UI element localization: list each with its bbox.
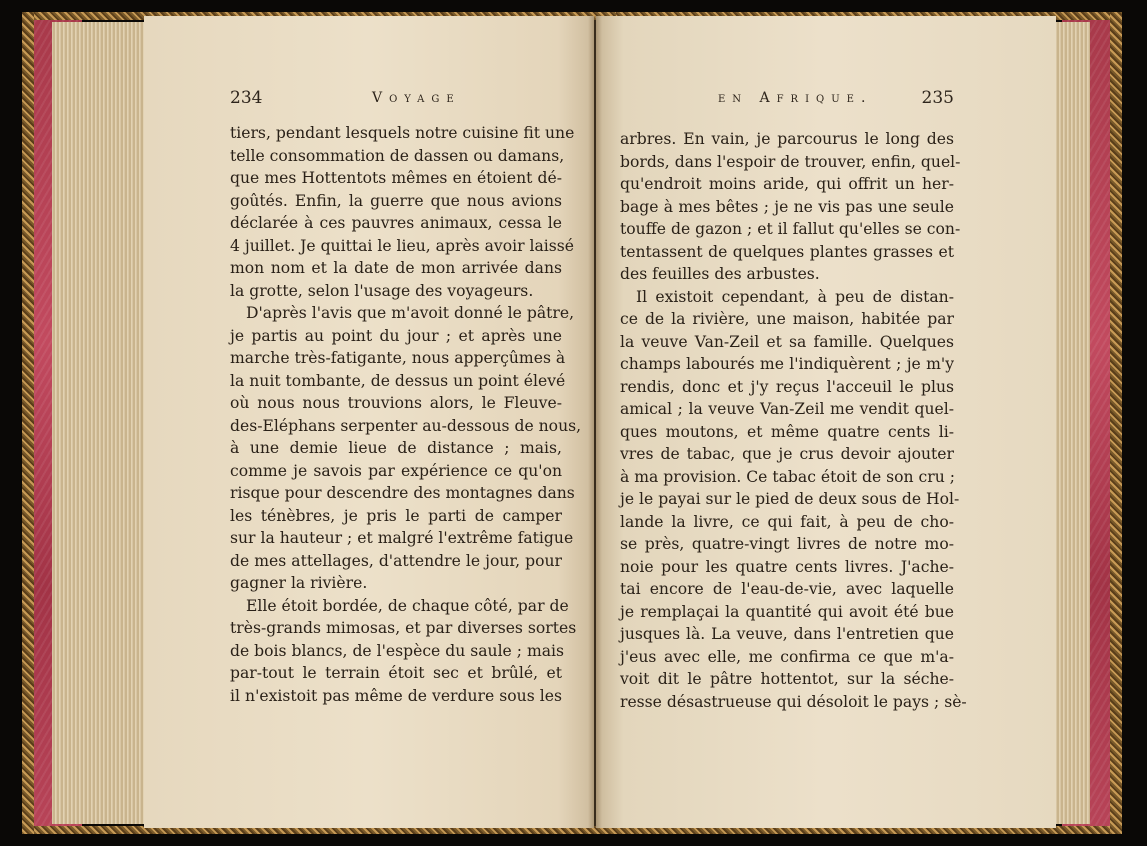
text-line: des-Eléphans serpenter au-dessous de nous, xyxy=(230,416,582,435)
text-line: D'après l'avis que m'avoit donné le pâtre, xyxy=(246,304,575,322)
text-line: à ma provision. Ce tabac étoit de son cru ; xyxy=(620,467,955,486)
text-line: bords, dans l'espoir de trouver, enfin, quel- xyxy=(620,152,961,171)
text-line: vres de tabac, que je crus devoir ajouter xyxy=(620,445,954,463)
right-page-number: 235 xyxy=(921,88,954,108)
text-line: tentassent de quelques plantes grasses et xyxy=(620,242,954,261)
text-line: où nous nous trouvions alors, le Fleuve- xyxy=(230,394,562,412)
text-line: je le payai sur le pied de deux sous de Hol- xyxy=(620,490,960,508)
text-line: jusques là. La veuve, dans l'entretien que xyxy=(620,625,954,643)
left-page-header xyxy=(230,88,562,116)
gilt-edge-left xyxy=(22,12,34,834)
text-line: la nuit tombante, de dessus un point élevé xyxy=(230,371,566,390)
text-line: la veuve Van-Zeil et sa famille. Quelques xyxy=(620,332,954,351)
text-line: 4 juillet. Je quittai le lieu, après avoir laissé xyxy=(230,236,574,255)
text-line: il n'existoit pas même de verdure sous les xyxy=(230,686,562,705)
text-line: déclarée à ces pauvres animaux, cessa le xyxy=(230,214,562,232)
text-line: se près, quatre-vingt livres de notre mo- xyxy=(620,535,954,553)
text-line: arbres. En vain, je parcourus le long des xyxy=(620,130,954,148)
text-line: que mes Hottentots mêmes en étoient dé- xyxy=(230,169,562,187)
text-line: Il existoit cependant, à peu de distan- xyxy=(636,287,954,306)
right-page-body xyxy=(620,128,967,713)
text-line: ques moutons, et même quatre cents li- xyxy=(620,422,954,441)
right-running-head: en Afrique. xyxy=(718,90,873,106)
text-line: champs labourés me l'indiquèrent ; je m'y xyxy=(620,355,954,373)
text-line: tiers, pendant lesquels notre cuisine fit une xyxy=(230,124,575,142)
text-line: telle consommation de dassen ou damans, xyxy=(230,146,565,165)
text-line: lande la livre, ce qui fait, à peu de cho- xyxy=(620,512,954,531)
text-line: marche très-fatigante, nous apperçûmes à xyxy=(230,349,566,367)
text-line: amical ; la veuve Van-Zeil me vendit quel- xyxy=(620,400,954,418)
text-line: tai encore de l'eau-de-vie, avec laquelle xyxy=(620,580,954,598)
text-line: Elle étoit bordée, de chaque côté, par de xyxy=(246,596,569,615)
text-line: goûtés. Enfin, la guerre que nous avions xyxy=(230,191,562,210)
text-line: voit dit le pâtre hottentot, sur la séche- xyxy=(620,670,954,688)
text-line: des feuilles des arbustes. xyxy=(620,265,820,283)
right-page-header xyxy=(620,88,954,116)
text-line: j'eus avec elle, me confirma ce que m'a- xyxy=(620,647,954,666)
text-line: qu'endroit moins aride, qui offrit un her- xyxy=(620,175,954,193)
text-line: je remplaçai la quantité qui avoit été bue xyxy=(620,602,954,621)
left-running-head: Voyage xyxy=(372,90,461,106)
text-line: risque pour descendre des montagnes dans xyxy=(230,484,575,502)
text-line: très-grands mimosas, et par diverses sortes xyxy=(230,619,577,637)
gutter xyxy=(588,16,602,828)
text-line: gagner la rivière. xyxy=(230,574,368,592)
text-line: à une demie lieue de distance ; mais, xyxy=(230,439,562,457)
text-line: mon nom et la date de mon arrivée dans xyxy=(230,259,562,277)
text-line: de mes attellages, d'attendre le jour, pour xyxy=(230,551,562,570)
text-line: resse désastrueuse qui désoloit le pays ; sè- xyxy=(620,692,967,711)
text-line: les ténèbres, je pris le parti de camper xyxy=(230,506,562,525)
text-line: sur la hauteur ; et malgré l'extrême fatigue xyxy=(230,529,574,547)
gilt-edge-right xyxy=(1110,12,1122,834)
text-line: ce de la rivière, une maison, habitée par xyxy=(620,310,954,328)
text-line: de bois blancs, de l'espèce du saule ; mais xyxy=(230,641,565,660)
text-line: comme je savois par expérience ce qu'on xyxy=(230,461,562,480)
text-line: touffe de gazon ; et il fallut qu'elles se con- xyxy=(620,220,961,238)
left-page-body xyxy=(230,122,582,707)
text-line: noie pour les quatre cents livres. J'ache- xyxy=(620,557,954,576)
text-line: la grotte, selon l'usage des voyageurs. xyxy=(230,281,534,300)
left-page-stack xyxy=(52,22,152,824)
text-line: par-tout le terrain étoit sec et brûlé, et xyxy=(230,664,562,682)
text-line: rendis, donc et j'y reçus l'acceuil le plus xyxy=(620,377,954,396)
text-line: je partis au point du jour ; et après une xyxy=(230,326,562,345)
left-page-number: 234 xyxy=(230,88,263,108)
text-line: bage à mes bêtes ; je ne vis pas une seule xyxy=(620,197,954,216)
